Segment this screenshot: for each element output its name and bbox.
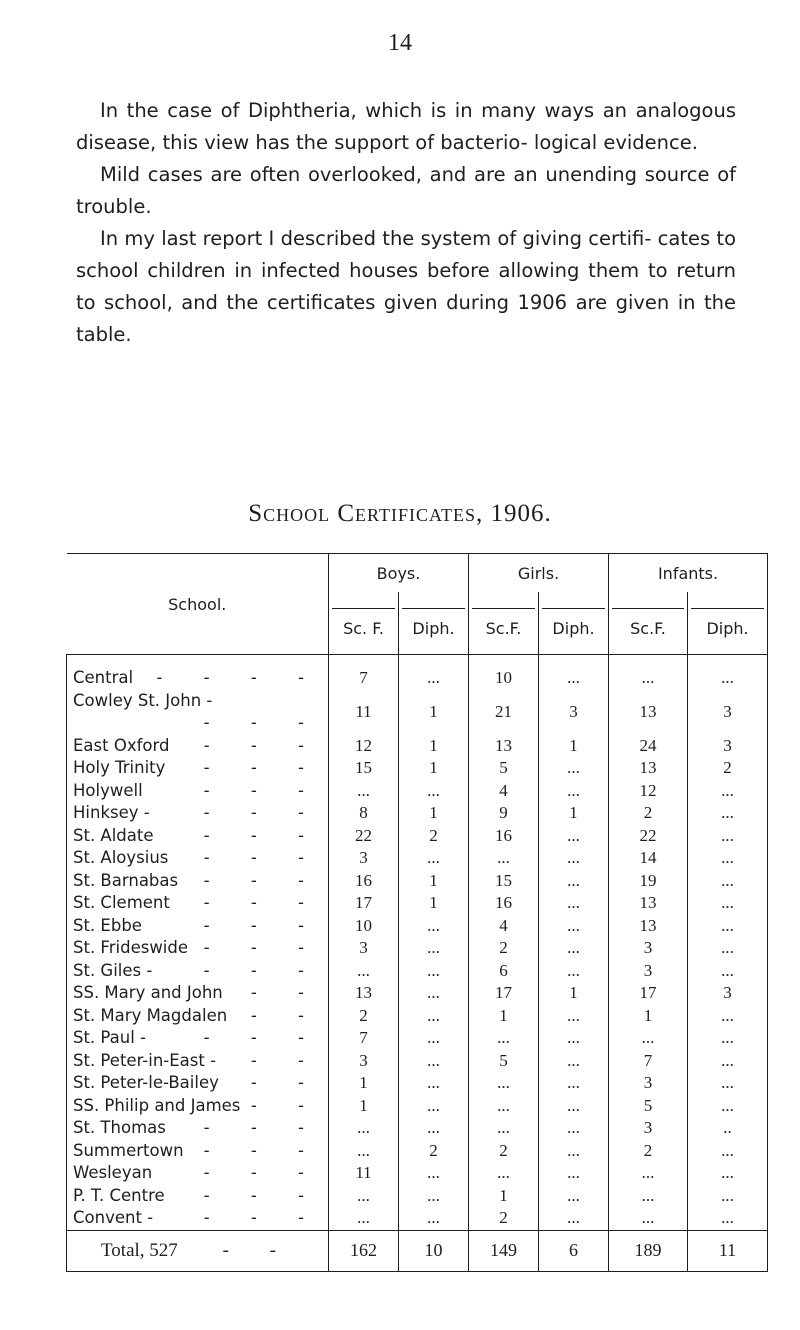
leader-dashes: - - - (203, 893, 322, 912)
count-cell: ... (539, 1005, 609, 1028)
leader-dashes: - - - (203, 780, 322, 800)
table-row (67, 802, 768, 825)
school-name: St. Frideswide (73, 938, 189, 957)
leader-dashes: - - - (203, 1163, 322, 1182)
school-name-cell (67, 802, 329, 825)
subheader-label: Diph. (542, 608, 605, 638)
count-cell: 3 (609, 1117, 688, 1140)
school-name-cell (67, 1207, 329, 1230)
table-row (67, 1162, 768, 1185)
count-cell: ... (688, 1027, 768, 1050)
school-name-cell (67, 960, 329, 983)
count-cell: .. (688, 1117, 768, 1140)
count-cell: 5 (609, 1095, 688, 1118)
count-cell: 3 (688, 982, 768, 1005)
count-cell: 22 (329, 825, 399, 848)
leader-dashes: - - - (203, 713, 322, 732)
school-name-cell (67, 1140, 329, 1163)
leader-dashes: - - (250, 1005, 322, 1025)
table-row (67, 915, 768, 938)
school-name: Central (73, 668, 134, 687)
count-cell: 1 (329, 1095, 399, 1118)
school-name-cell (67, 780, 329, 803)
table-row (67, 892, 768, 915)
school-name: Holy Trinity (73, 758, 166, 777)
subheader-label: Diph. (691, 608, 764, 638)
paragraph: In the case of Diphtheria, which is in many ways an analogous disease, this view has the support of bacterio- logical evidence. (76, 99, 736, 154)
count-cell: ... (399, 1162, 469, 1185)
count-cell: ... (399, 1095, 469, 1118)
school-name-cell (67, 982, 329, 1005)
count-cell: 3 (329, 847, 399, 870)
school-name: St. Ebbe (73, 915, 142, 935)
count-cell: 1 (399, 735, 469, 758)
total-label: Total, 527 (101, 1239, 178, 1261)
subheader-label: Sc.F. (472, 608, 535, 638)
body-text (76, 95, 736, 351)
count-cell: ... (399, 1050, 469, 1073)
school-name-cell (67, 1162, 329, 1185)
count-cell: ... (469, 1072, 539, 1095)
table-row (67, 655, 768, 690)
count-cell: ... (539, 1207, 609, 1230)
total-cell: 162 (329, 1230, 399, 1271)
count-cell: ... (399, 1207, 469, 1230)
count-cell: 2 (469, 937, 539, 960)
table-title: School Certificates, 1906. (248, 500, 552, 527)
count-cell: ... (688, 892, 768, 915)
count-cell: 13 (609, 757, 688, 780)
count-cell: ... (688, 655, 768, 690)
count-cell: 1 (469, 1005, 539, 1028)
subheader-cell (399, 592, 469, 655)
table-row (67, 1050, 768, 1073)
school-name: St. Paul - (73, 1028, 146, 1047)
count-cell: ... (399, 847, 469, 870)
leader-dashes: - - - (203, 848, 322, 867)
leader-dashes: - - - (203, 1140, 322, 1160)
count-cell: ... (539, 780, 609, 803)
count-cell: 15 (329, 757, 399, 780)
table-row (67, 1072, 768, 1095)
count-cell: ... (688, 802, 768, 825)
school-name: St. Giles - (73, 960, 153, 980)
page-number: 14 (388, 30, 412, 56)
count-cell: ... (609, 1027, 688, 1050)
table-row (67, 937, 768, 960)
boys-group-header: Boys. (329, 554, 469, 593)
table-row (67, 982, 768, 1005)
count-cell: ... (329, 780, 399, 803)
table-row (67, 1095, 768, 1118)
table-row (67, 1005, 768, 1028)
table-row (67, 1140, 768, 1163)
school-name-cell (67, 1027, 329, 1050)
count-cell: ... (469, 1117, 539, 1140)
subheader-cell (609, 592, 688, 655)
count-cell: ... (399, 960, 469, 983)
total-row (67, 1230, 768, 1271)
count-cell: ... (469, 1162, 539, 1185)
count-cell: 14 (609, 847, 688, 870)
school-name: SS. Philip and James (73, 1095, 241, 1115)
school-name-cell (67, 937, 329, 960)
school-name-cell (67, 1005, 329, 1028)
count-cell: 11 (329, 690, 399, 735)
table-row (67, 870, 768, 893)
count-cell: ... (539, 1027, 609, 1050)
count-cell: 3 (688, 735, 768, 758)
count-cell: 3 (539, 690, 609, 735)
count-cell: 7 (609, 1050, 688, 1073)
count-cell: ... (688, 1185, 768, 1208)
count-cell: 1 (539, 735, 609, 758)
count-cell: ... (609, 1185, 688, 1208)
count-cell: 6 (469, 960, 539, 983)
count-cell: 13 (609, 892, 688, 915)
count-cell: 15 (469, 870, 539, 893)
certificates-table (66, 553, 768, 1272)
school-name: P. T. Centre (73, 1185, 165, 1205)
leader-dashes: - - - (203, 825, 322, 845)
table-row (67, 757, 768, 780)
count-cell: 1 (609, 1005, 688, 1028)
count-cell: 16 (469, 825, 539, 848)
leader-dashes: - - - (203, 758, 322, 777)
school-name: Hinksey - (73, 803, 150, 822)
count-cell: ... (539, 870, 609, 893)
count-cell: ... (688, 960, 768, 983)
count-cell: ... (399, 937, 469, 960)
count-cell: ... (539, 847, 609, 870)
leader-dashes: - - - (203, 1185, 322, 1205)
count-cell: 8 (329, 802, 399, 825)
count-cell: 13 (329, 982, 399, 1005)
count-cell: 7 (329, 655, 399, 690)
subheader-cell (469, 592, 539, 655)
leader-dashes: - - - (203, 870, 322, 890)
count-cell: ... (539, 892, 609, 915)
count-cell: ... (539, 1050, 609, 1073)
count-cell: ... (469, 1095, 539, 1118)
count-cell: 1 (399, 892, 469, 915)
count-cell: ... (688, 847, 768, 870)
count-cell: ... (688, 915, 768, 938)
count-cell: ... (688, 1140, 768, 1163)
count-cell: ... (609, 1207, 688, 1230)
count-cell: ... (609, 655, 688, 690)
count-cell: 3 (609, 1072, 688, 1095)
count-cell: 5 (469, 757, 539, 780)
count-cell: 2 (399, 825, 469, 848)
table-row (67, 1185, 768, 1208)
leader-dashes: - - - (203, 960, 322, 980)
count-cell: ... (609, 1162, 688, 1185)
school-name: Convent - (73, 1208, 154, 1227)
count-cell: ... (539, 937, 609, 960)
school-name-cell (67, 915, 329, 938)
table-row (67, 847, 768, 870)
count-cell: 4 (469, 780, 539, 803)
count-cell: ... (329, 1207, 399, 1230)
leader-dashes: - - (250, 1073, 322, 1092)
count-cell: ... (329, 1140, 399, 1163)
school-name-cell (67, 1117, 329, 1140)
school-name: St. Thomas (73, 1118, 166, 1137)
table-row (67, 825, 768, 848)
count-cell: ... (688, 1050, 768, 1073)
count-cell: 24 (609, 735, 688, 758)
count-cell: ... (688, 870, 768, 893)
count-cell: ... (539, 915, 609, 938)
total-cell: 6 (539, 1230, 609, 1271)
count-cell: ... (469, 847, 539, 870)
count-cell: 13 (609, 690, 688, 735)
count-cell: 13 (609, 915, 688, 938)
count-cell: ... (399, 982, 469, 1005)
count-cell: 17 (329, 892, 399, 915)
subheader-cell (688, 592, 768, 655)
subheader-label: Sc. F. (332, 608, 395, 638)
count-cell: 10 (469, 655, 539, 690)
count-cell: ... (539, 1162, 609, 1185)
leader-dashes: - - - - (156, 668, 322, 687)
count-cell: ... (399, 1117, 469, 1140)
count-cell: 3 (329, 937, 399, 960)
table-body (67, 655, 768, 1231)
count-cell: 1 (539, 802, 609, 825)
count-cell: 2 (609, 1140, 688, 1163)
count-cell: 12 (609, 780, 688, 803)
count-cell: 1 (399, 690, 469, 735)
school-name: St. Aloysius (73, 848, 169, 867)
school-column-header: School. (67, 554, 329, 655)
count-cell: ... (688, 825, 768, 848)
table-row (67, 1117, 768, 1140)
school-name-cell (67, 1050, 329, 1073)
count-cell: 3 (329, 1050, 399, 1073)
count-cell: ... (539, 1117, 609, 1140)
subheader-cell (539, 592, 609, 655)
count-cell: 1 (399, 757, 469, 780)
table-row (67, 690, 768, 735)
count-cell: ... (399, 1185, 469, 1208)
count-cell: ... (399, 1005, 469, 1028)
count-cell: 19 (609, 870, 688, 893)
count-cell: 1 (399, 870, 469, 893)
count-cell: 10 (329, 915, 399, 938)
girls-group-header: Girls. (469, 554, 609, 593)
school-name: St. Clement (73, 893, 170, 912)
school-name-cell (67, 892, 329, 915)
leader-dashes: - - (250, 1050, 322, 1070)
table-row (67, 960, 768, 983)
total-cell: 149 (469, 1230, 539, 1271)
subheader-label: Sc.F. (612, 608, 684, 638)
count-cell: 1 (539, 982, 609, 1005)
count-cell: 1 (469, 1185, 539, 1208)
count-cell: ... (688, 780, 768, 803)
total-cell: 189 (609, 1230, 688, 1271)
total-cell: 11 (688, 1230, 768, 1271)
count-cell: ... (399, 1027, 469, 1050)
school-name-cell (67, 1185, 329, 1208)
subheader-label: Diph. (402, 608, 465, 638)
school-name: St. Peter-le-Bailey (73, 1073, 219, 1092)
count-cell: 3 (609, 960, 688, 983)
leader-dashes: - - (222, 1239, 294, 1261)
count-cell: ... (399, 655, 469, 690)
school-name: East Oxford (73, 735, 170, 755)
count-cell: 2 (688, 757, 768, 780)
school-name: Wesleyan (73, 1163, 153, 1182)
school-name: St. Aldate (73, 825, 154, 845)
count-cell: 1 (329, 1072, 399, 1095)
school-name: SS. Mary and John (73, 983, 223, 1002)
school-name-cell (67, 870, 329, 893)
count-cell: 16 (329, 870, 399, 893)
table-row (67, 1207, 768, 1230)
count-cell: ... (329, 960, 399, 983)
count-cell: 1 (399, 802, 469, 825)
table-row (67, 1027, 768, 1050)
leader-dashes: - - - (203, 1118, 322, 1137)
paragraph: In my last report I described the system of giving certifi- cates to school children in infected houses before allowing them to return to school, and the certificates given during 1906 are given in the table. (76, 227, 736, 346)
count-cell: 2 (469, 1140, 539, 1163)
count-cell: 2 (609, 802, 688, 825)
count-cell: ... (539, 1140, 609, 1163)
count-cell: ... (539, 1095, 609, 1118)
count-cell: ... (469, 1027, 539, 1050)
count-cell: 3 (688, 690, 768, 735)
count-cell: ... (688, 937, 768, 960)
count-cell: 4 (469, 915, 539, 938)
count-cell: ... (688, 1005, 768, 1028)
count-cell: ... (539, 825, 609, 848)
subheader-cell (329, 592, 399, 655)
table-row (67, 780, 768, 803)
count-cell: ... (688, 1072, 768, 1095)
count-cell: 3 (609, 937, 688, 960)
leader-dashes: - - (250, 983, 322, 1002)
leader-dashes: - - (250, 1095, 322, 1115)
leader-dashes: - - - (203, 735, 322, 755)
table-row (67, 735, 768, 758)
school-name-cell (67, 1072, 329, 1095)
count-cell: 17 (469, 982, 539, 1005)
school-name: St. Peter-in-East - (73, 1050, 217, 1070)
count-cell: 11 (329, 1162, 399, 1185)
school-name: Cowley St. John - (73, 690, 213, 710)
count-cell: ... (399, 915, 469, 938)
count-cell: 2 (399, 1140, 469, 1163)
leader-dashes: - - - (203, 1208, 322, 1227)
school-name-cell (67, 655, 329, 690)
count-cell: 21 (469, 690, 539, 735)
count-cell: 16 (469, 892, 539, 915)
count-cell: ... (399, 780, 469, 803)
school-name-cell (67, 847, 329, 870)
count-cell: ... (399, 1072, 469, 1095)
count-cell: ... (539, 1185, 609, 1208)
count-cell: ... (539, 1072, 609, 1095)
school-name: St. Mary Magdalen (73, 1005, 228, 1025)
count-cell: 9 (469, 802, 539, 825)
total-cell: 10 (399, 1230, 469, 1271)
count-cell: ... (539, 757, 609, 780)
school-name-cell (67, 690, 329, 735)
count-cell: ... (688, 1162, 768, 1185)
leader-dashes: - - - (203, 803, 322, 822)
school-name-cell (67, 735, 329, 758)
count-cell: 22 (609, 825, 688, 848)
school-name: Summertown (73, 1140, 184, 1160)
count-cell: ... (688, 1207, 768, 1230)
leader-dashes: - - - (203, 915, 322, 935)
count-cell: 2 (469, 1207, 539, 1230)
total-label-cell (67, 1230, 329, 1271)
count-cell: ... (329, 1117, 399, 1140)
count-cell: 2 (329, 1005, 399, 1028)
count-cell: ... (688, 1095, 768, 1118)
count-cell: 7 (329, 1027, 399, 1050)
count-cell: 17 (609, 982, 688, 1005)
count-cell: ... (539, 960, 609, 983)
count-cell: ... (329, 1185, 399, 1208)
count-cell: 13 (469, 735, 539, 758)
leader-dashes: - - - (203, 938, 322, 957)
school-name-cell (67, 1095, 329, 1118)
count-cell: 12 (329, 735, 399, 758)
paragraph: Mild cases are often overlooked, and are an unending source of trouble. (76, 163, 736, 218)
school-name-cell (67, 825, 329, 848)
leader-dashes: - - - (203, 1028, 322, 1047)
count-cell: 5 (469, 1050, 539, 1073)
school-name: St. Barnabas (73, 870, 179, 890)
count-cell: ... (539, 655, 609, 690)
infants-group-header: Infants. (609, 554, 768, 593)
school-name-cell (67, 757, 329, 780)
school-name: Holywell (73, 780, 143, 800)
